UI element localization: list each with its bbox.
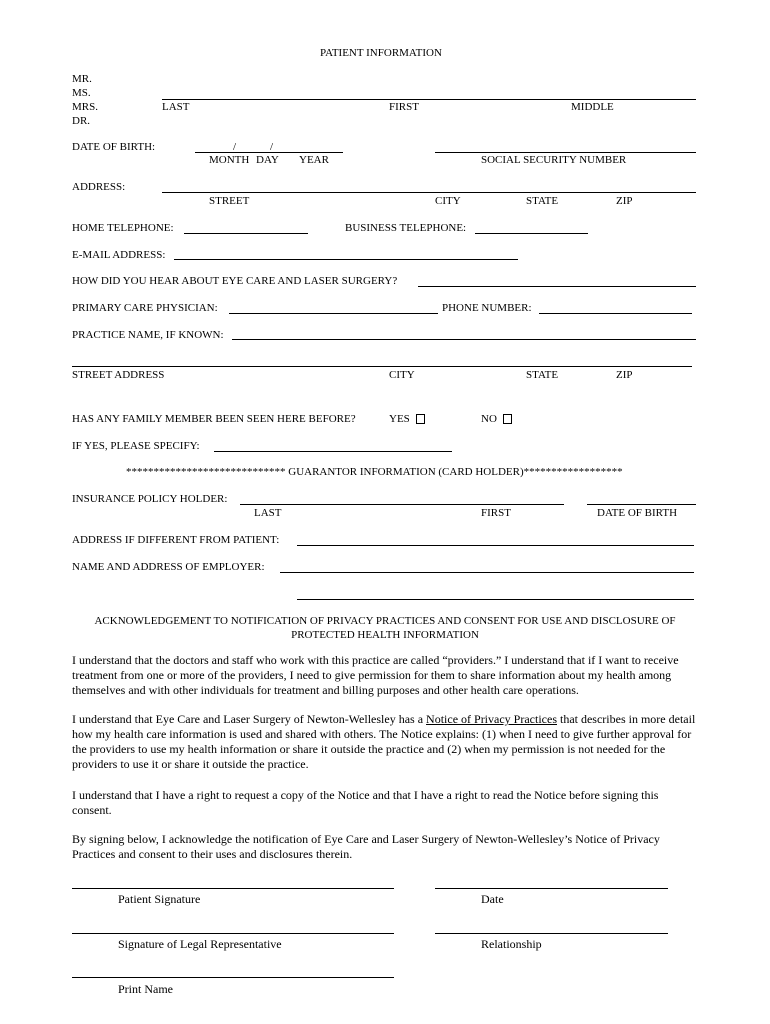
practice-city-label: CITY	[389, 369, 415, 381]
relationship-label: Relationship	[481, 937, 542, 951]
pcp-field[interactable]	[229, 313, 438, 314]
date-label: Date	[481, 892, 504, 906]
policy-dob-label: DATE OF BIRTH	[597, 507, 678, 519]
legal-rep-signature-field[interactable]	[72, 933, 394, 934]
alt-address-label: ADDRESS IF DIFFERENT FROM PATIENT:	[72, 534, 280, 546]
address-state-label: STATE	[526, 195, 559, 207]
practice-label: PRACTICE NAME, IF KNOWN:	[72, 329, 224, 341]
family-no-label: NO	[481, 413, 497, 425]
dob-label: DATE OF BIRTH:	[72, 141, 156, 153]
pcp-label: PRIMARY CARE PHYSICIAN:	[72, 302, 218, 314]
employer-field[interactable]	[280, 572, 694, 573]
policy-last-label: LAST	[254, 507, 282, 519]
practice-state-label: STATE	[526, 369, 559, 381]
specify-label: IF YES, PLEASE SPECIFY:	[72, 440, 200, 452]
ssn-label: SOCIAL SECURITY NUMBER	[481, 154, 627, 166]
address-label: ADDRESS:	[72, 181, 126, 193]
name-middle-label: MIDDLE	[571, 101, 614, 113]
patient-signature-field[interactable]	[72, 888, 394, 889]
email-label: E-MAIL ADDRESS:	[72, 249, 166, 261]
policy-holder-name-field[interactable]	[240, 504, 564, 505]
specify-field[interactable]	[214, 451, 452, 452]
alt-address-field[interactable]	[297, 545, 694, 546]
ack-heading-line-2: PROTECTED HEALTH INFORMATION	[291, 629, 479, 641]
family-no-option[interactable]	[481, 413, 512, 426]
para2-text-a: I understand that Eye Care and Laser Surgery of Newton-Wellesley has a	[72, 712, 427, 726]
practice-address-field[interactable]	[72, 366, 692, 367]
consent-paragraph-4: By signing below, I acknowledge the notification of Eye Care and Laser Surgery of Newton-Wellesley’s Notice of Privacy Practices and consent to their uses and disclosures therein.	[72, 832, 660, 861]
business-phone-field[interactable]	[475, 233, 588, 234]
address-city-label: CITY	[435, 195, 461, 207]
address-field[interactable]	[162, 192, 696, 193]
email-field[interactable]	[174, 259, 518, 260]
policy-first-label: FIRST	[481, 507, 511, 519]
relationship-field[interactable]	[435, 933, 668, 934]
referral-field[interactable]	[418, 286, 696, 287]
guarantor-heading: ***************************** GUARANTOR INFORMATION (CARD HOLDER)******************	[126, 466, 623, 478]
policy-holder-label: INSURANCE POLICY HOLDER:	[72, 493, 228, 505]
patient-signature-label: Patient Signature	[118, 892, 201, 906]
para2-text-b: that describes in more detail how my health care information is used and shared with others. The Notice explains: (1) when I need to give further approval for the providers to use my health information or share it outside the practice and (2) when my permission is not needed for the providers to use it or share it outside the practice.	[72, 712, 696, 771]
dob-field[interactable]	[195, 152, 343, 153]
salutation-mr[interactable]: MR.	[72, 73, 92, 85]
print-name-label: Print Name	[118, 982, 173, 996]
family-yes-label: YES	[389, 413, 410, 425]
pcp-phone-field[interactable]	[539, 313, 692, 314]
business-phone-label: BUSINESS TELEPHONE:	[345, 222, 467, 234]
yes-checkbox[interactable]	[416, 414, 425, 424]
employer-label: NAME AND ADDRESS OF EMPLOYER:	[72, 561, 265, 573]
practice-zip-label: ZIP	[616, 369, 633, 381]
consent-paragraph-1: I understand that the doctors and staff who work with this practice are called “providers.” I understand that if I want to receive treatment from one or more of the providers, I need to give permission for them to share information about my health among themselves and with other individuals for treatment and billing purposes and other health care operations.	[72, 653, 679, 697]
dob-day-label: DAY	[256, 154, 279, 166]
address-zip-label: ZIP	[616, 195, 633, 207]
page-title: PATIENT INFORMATION	[320, 47, 442, 59]
consent-paragraph-2	[72, 712, 700, 772]
policy-holder-dob-field[interactable]	[587, 504, 696, 505]
pcp-phone-label: PHONE NUMBER:	[442, 302, 532, 314]
legal-rep-signature-label: Signature of Legal Representative	[118, 937, 282, 951]
dob-month-label: MONTH	[209, 154, 250, 166]
dob-year-label: YEAR	[299, 154, 329, 166]
address-street-label: STREET	[209, 195, 250, 207]
privacy-notice-link[interactable]: Notice of Privacy Practices	[426, 712, 557, 726]
name-last-label: LAST	[162, 101, 190, 113]
family-yes-option[interactable]	[389, 413, 425, 426]
salutation-ms[interactable]: MS.	[72, 87, 91, 99]
print-name-field[interactable]	[72, 977, 394, 978]
ssn-field[interactable]	[435, 152, 696, 153]
dob-slash-2: /	[270, 141, 274, 153]
dob-slash-1: /	[233, 141, 237, 153]
home-phone-label: HOME TELEPHONE:	[72, 222, 174, 234]
practice-field[interactable]	[232, 339, 696, 340]
name-first-label: FIRST	[389, 101, 419, 113]
no-checkbox[interactable]	[503, 414, 512, 424]
name-field[interactable]	[162, 99, 696, 100]
consent-paragraph-3: I understand that I have a right to request a copy of the Notice and that I have a right to read the Notice before signing this consent.	[72, 788, 659, 817]
family-question: HAS ANY FAMILY MEMBER BEEN SEEN HERE BEFORE?	[72, 413, 356, 425]
salutation-mrs[interactable]: MRS.	[72, 101, 98, 113]
salutation-dr[interactable]: DR.	[72, 115, 91, 127]
date-field[interactable]	[435, 888, 668, 889]
home-phone-field[interactable]	[184, 233, 308, 234]
ack-heading-line-1: ACKNOWLEDGEMENT TO NOTIFICATION OF PRIVACY PRACTICES AND CONSENT FOR USE AND DISCLOSURE OF	[94, 615, 676, 627]
employer-field-line-2[interactable]	[297, 599, 694, 600]
referral-label: HOW DID YOU HEAR ABOUT EYE CARE AND LASER SURGERY?	[72, 275, 398, 287]
practice-street-label: STREET ADDRESS	[72, 369, 165, 381]
